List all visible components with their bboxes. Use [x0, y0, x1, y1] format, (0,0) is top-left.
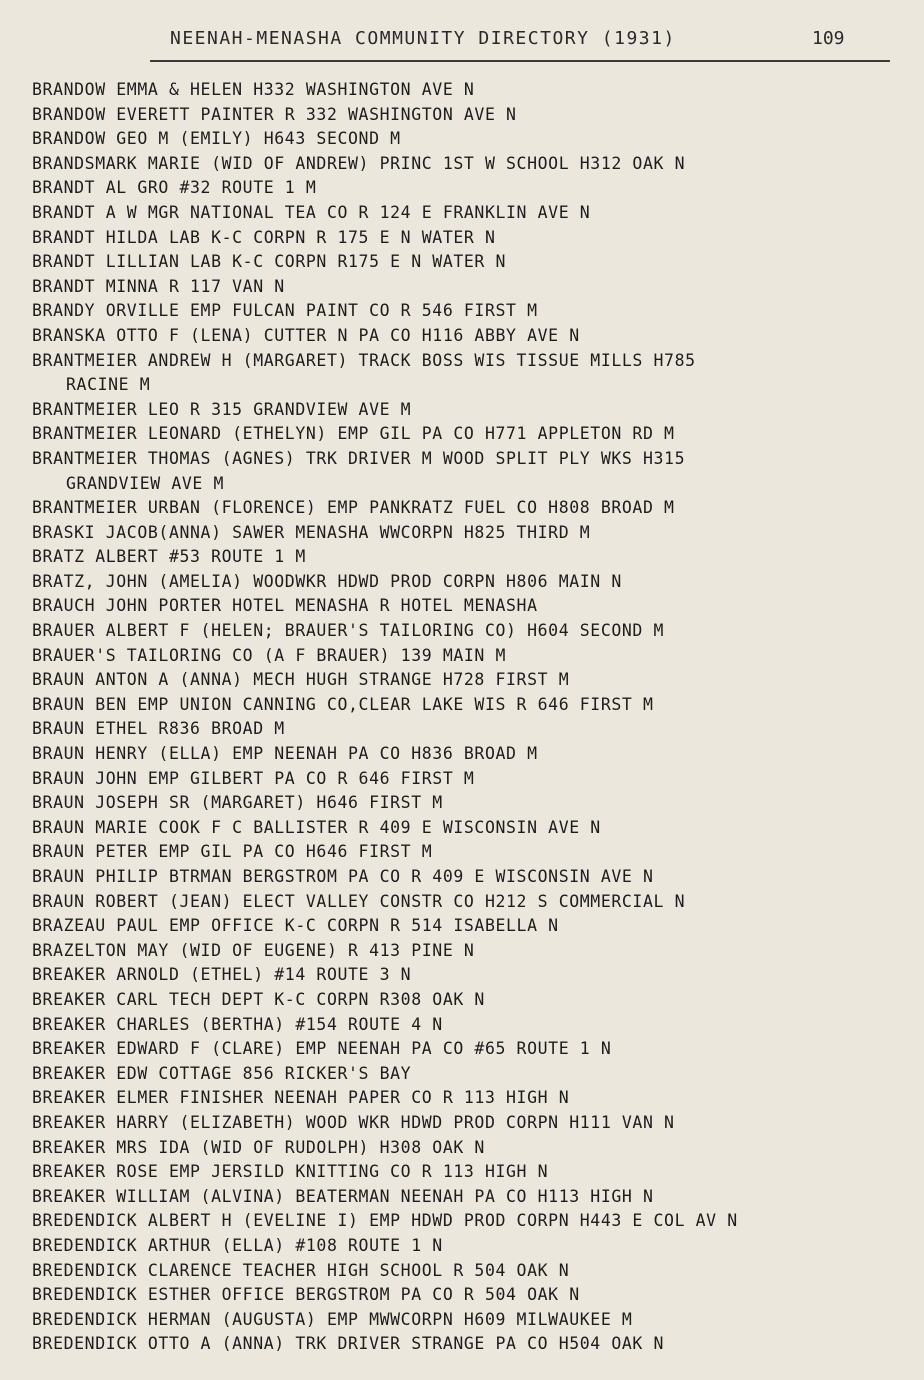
directory-entry: BRAUN ROBERT (JEAN) ELECT VALLEY CONSTR CO H212 S COMMERCIAL N: [32, 891, 686, 911]
directory-entry: BRANDOW GEO M (EMILY) H643 SECOND M: [32, 129, 401, 149]
directory-entry: BRAUN HENRY (ELLA) EMP NEENAH PA CO H836 BROAD M: [32, 744, 538, 764]
directory-entry: BRAUN ANTON A (ANNA) MECH HUGH STRANGE H728 FIRST M: [32, 670, 570, 690]
directory-entry: BRATZ ALBERT #53 ROUTE 1 M: [32, 547, 306, 567]
directory-title: NEENAH-MENASHA COMMUNITY DIRECTORY (1931): [170, 28, 676, 49]
directory-entry: BRAUN PHILIP BTRMAN BERGSTROM PA CO R 409 E WISCONSIN AVE N: [32, 867, 654, 886]
directory-entry: BRAUER'S TAILORING CO (A F BRAUER) 139 MAIN M: [32, 645, 507, 665]
directory-entry: BRANTMEIER ANDREW H (MARGARET) TRACK BOSS WIS TISSUE MILLS H785: [32, 350, 696, 370]
directory-entry: BREAKER EDWARD F (CLARE) EMP NEENAH PA CO #65 ROUTE 1 N: [32, 1039, 612, 1059]
directory-entry: BREAKER EDW COTTAGE 856 RICKER'S BAY: [32, 1063, 412, 1083]
directory-entry: BRANDSMARK MARIE (WID OF ANDREW) PRINC 1ST W SCHOOL H312 OAK N: [32, 153, 686, 173]
page-number: 109: [812, 28, 845, 49]
directory-entry: BRANDOW EVERETT PAINTER R 332 WASHINGTON AVE N: [32, 104, 517, 124]
directory-entry: BRAUN BEN EMP UNION CANNING CO,CLEAR LAKE WIS R 646 FIRST M: [32, 694, 654, 714]
directory-entry: BRANDY ORVILLE EMP FULCAN PAINT CO R 546 FIRST M: [32, 301, 538, 321]
directory-entry: BREAKER CARL TECH DEPT K-C CORPN R308 OAK N: [32, 989, 485, 1009]
directory-entry: BRAZEAU PAUL EMP OFFICE K-C CORPN R 514 ISABELLA N: [32, 916, 559, 936]
directory-entry-continuation: GRANDVIEW AVE M: [66, 473, 225, 493]
directory-entry: BREAKER ROSE EMP JERSILD KNITTING CO R 113 HIGH N: [32, 1162, 549, 1182]
directory-entry: BRANTMEIER THOMAS (AGNES) TRK DRIVER M WOOD SPLIT PLY WKS H315: [32, 448, 686, 468]
directory-entry: BREAKER ELMER FINISHER NEENAH PAPER CO R 113 HIGH N: [32, 1088, 570, 1108]
directory-entry: BREDENDICK HERMAN (AUGUSTA) EMP MWWCORPN H609 MILWAUKEE M: [32, 1309, 633, 1329]
directory-entry: BREDENDICK ARTHUR (ELLA) #108 ROUTE 1 N: [32, 1235, 443, 1255]
directory-entry: BRAZELTON MAY (WID OF EUGENE) R 413 PINE N: [32, 940, 475, 960]
directory-entry: BRANTMEIER LEONARD (ETHELYN) EMP GIL PA CO H771 APPLETON RD M: [32, 424, 675, 444]
directory-entry: BRAUN PETER EMP GIL PA CO H646 FIRST M: [32, 842, 433, 862]
directory-entry: BREAKER ARNOLD (ETHEL) #14 ROUTE 3 N: [32, 965, 412, 985]
directory-entry: BRANSKA OTTO F (LENA) CUTTER N PA CO H116 ABBY AVE N: [32, 325, 580, 345]
directory-entry: BRATZ, JOHN (AMELIA) WOODWKR HDWD PROD CORPN H806 MAIN N: [32, 571, 622, 591]
directory-entry: BREDENDICK OTTO A (ANNA) TRK DRIVER STRANGE PA CO H504 OAK N: [32, 1334, 665, 1354]
directory-entry: BRAUER ALBERT F (HELEN; BRAUER'S TAILORING CO) H604 SECOND M: [32, 621, 665, 641]
header-rule: [150, 60, 890, 62]
directory-entry: BREAKER WILLIAM (ALVINA) BEATERMAN NEENAH PA CO H113 HIGH N: [32, 1186, 654, 1206]
directory-entry: BRAUCH JOHN PORTER HOTEL MENASHA R HOTEL MENASHA: [32, 596, 538, 616]
directory-entry: BRANTMEIER URBAN (FLORENCE) EMP PANKRATZ FUEL CO H808 BROAD M: [32, 498, 675, 518]
directory-entry: BRANDT A W MGR NATIONAL TEA CO R 124 E FRANKLIN AVE N: [32, 202, 591, 222]
directory-entry: BRANDT LILLIAN LAB K-C CORPN R175 E N WATER N: [32, 252, 507, 272]
directory-entry-continuation: RACINE M: [66, 375, 151, 395]
directory-entry: BRANTMEIER LEO R 315 GRANDVIEW AVE M: [32, 399, 412, 419]
directory-entry: BREAKER CHARLES (BERTHA) #154 ROUTE 4 N: [32, 1014, 443, 1034]
directory-entry: BRAUN JOHN EMP GILBERT PA CO R 646 FIRST M: [32, 768, 475, 788]
directory-entry: BRANDOW EMMA & HELEN H332 WASHINGTON AVE N: [32, 80, 475, 99]
directory-entry: BRANDT MINNA R 117 VAN N: [32, 276, 285, 296]
directory-entry: BREDENDICK ALBERT H (EVELINE I) EMP HDWD PROD CORPN H443 E COL AV N: [32, 1211, 738, 1231]
directory-entry: BRANDT HILDA LAB K-C CORPN R 175 E N WATER N: [32, 227, 496, 247]
directory-entry: BRAUN ETHEL R836 BROAD M: [32, 719, 285, 739]
directory-entry: BRAUN MARIE COOK F C BALLISTER R 409 E WISCONSIN AVE N: [32, 817, 601, 837]
directory-entry: BREDENDICK ESTHER OFFICE BERGSTROM PA CO R 504 OAK N: [32, 1285, 580, 1305]
directory-entries: [32, 78, 912, 1357]
directory-entry: BREAKER HARRY (ELIZABETH) WOOD WKR HDWD PROD CORPN H111 VAN N: [32, 1112, 675, 1132]
directory-entry: BREAKER MRS IDA (WID OF RUDOLPH) H308 OAK N: [32, 1137, 485, 1157]
page-header: [0, 28, 924, 54]
directory-entry: BRAUN JOSEPH SR (MARGARET) H646 FIRST M: [32, 793, 443, 813]
directory-entry: BRANDT AL GRO #32 ROUTE 1 M: [32, 178, 317, 198]
directory-entry: BRASKI JACOB(ANNA) SAWER MENASHA WWCORPN H825 THIRD M: [32, 522, 591, 542]
directory-entry: BREDENDICK CLARENCE TEACHER HIGH SCHOOL R 504 OAK N: [32, 1260, 570, 1280]
